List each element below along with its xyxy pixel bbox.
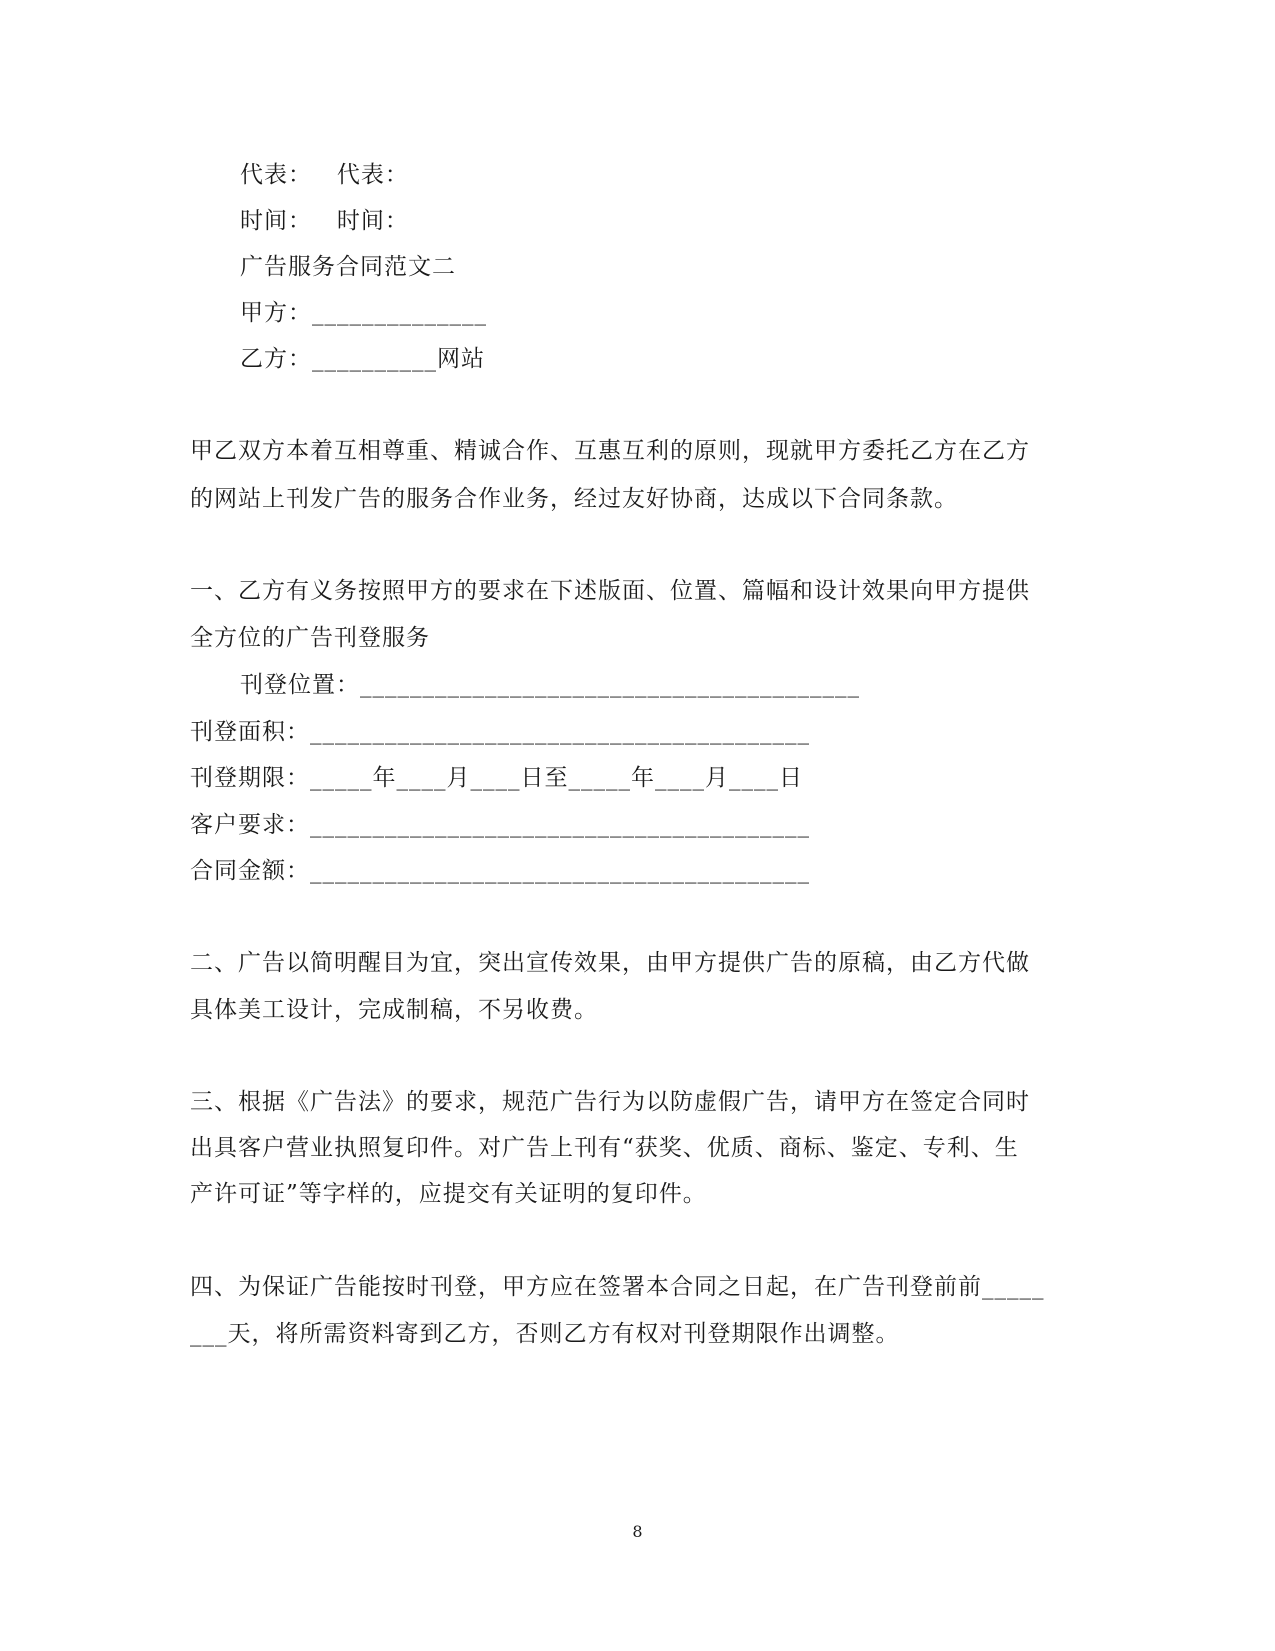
field-amount: 合同金额：________________________________________ bbox=[190, 858, 810, 884]
field-area: 刊登面积：________________________________________ bbox=[190, 719, 810, 745]
clause-4-line-2: ___天，将所需资料寄到乙方，否则乙方有权对刊登期限作出调整。 bbox=[190, 1321, 900, 1347]
clause-3-line-1: 三、根据《广告法》的要求，规范广告行为以防虚假广告，请甲方在签定合同时 bbox=[190, 1089, 1030, 1115]
preamble-line-1: 甲乙双方本着互相尊重、精诚合作、互惠互利的原则，现就甲方委托乙方在乙方 bbox=[190, 438, 1030, 464]
representative-line: 代表： 代表： bbox=[240, 162, 409, 188]
clause-3-line-2: 出具客户营业执照复印件。对广告上刊有“获奖、优质、商标、鉴定、专利、生 bbox=[190, 1135, 1019, 1161]
clause-1-line-2: 全方位的广告刊登服务 bbox=[190, 625, 430, 651]
clause-3-line-3: 产许可证”等字样的，应提交有关证明的复印件。 bbox=[190, 1181, 707, 1207]
section-title: 广告服务合同范文二 bbox=[240, 254, 456, 280]
party-a-line: 甲方：______________ bbox=[240, 300, 487, 326]
time-line: 时间： 时间： bbox=[240, 208, 409, 234]
party-b-line: 乙方：__________网站 bbox=[240, 346, 485, 372]
preamble-line-2: 的网站上刊发广告的服务合作业务，经过友好协商，达成以下合同条款。 bbox=[190, 486, 958, 512]
clause-2-line-1: 二、广告以简明醒目为宜，突出宣传效果，由甲方提供广告的原稿，由乙方代做 bbox=[190, 950, 1030, 976]
clause-4-line-1: 四、为保证广告能按时刊登，甲方应在签署本合同之日起，在广告刊登前前_____ bbox=[190, 1274, 1045, 1300]
field-period: 刊登期限：_____年____月____日至_____年____月____日 bbox=[190, 765, 803, 791]
field-requirements: 客户要求：________________________________________ bbox=[190, 812, 810, 838]
page-number: 8 bbox=[632, 1522, 643, 1541]
clause-2-line-2: 具体美工设计，完成制稿，不另收费。 bbox=[190, 997, 598, 1023]
field-position: 刊登位置：________________________________________ bbox=[240, 672, 860, 698]
clause-1-line-1: 一、乙方有义务按照甲方的要求在下述版面、位置、篇幅和设计效果向甲方提供 bbox=[190, 578, 1030, 604]
